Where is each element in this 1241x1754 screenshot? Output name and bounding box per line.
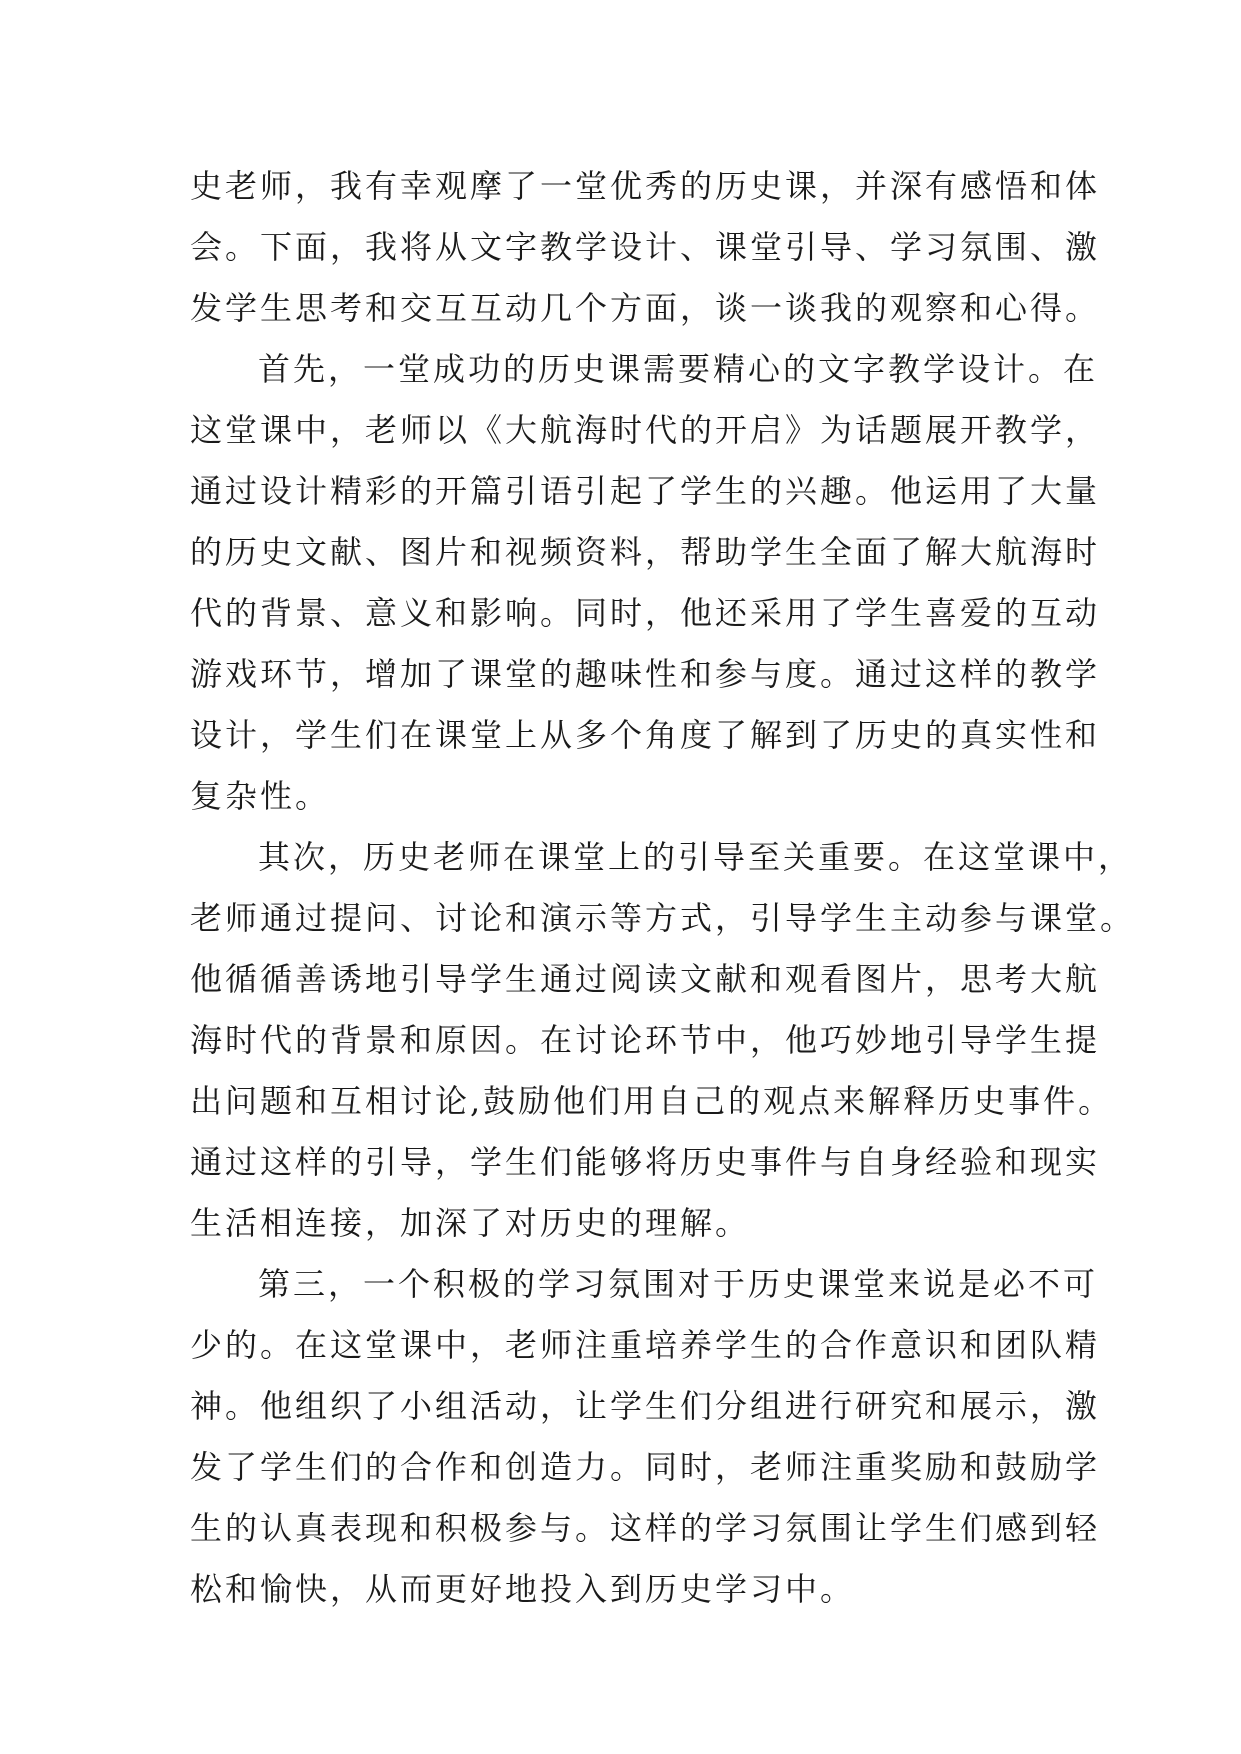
text-line: 海时代的背景和原因。在讨论环节中，他巧妙地引导学生提: [190, 1021, 1101, 1059]
text-line: 发了学生们的合作和创造力。同时，老师注重奖励和鼓励学: [190, 1448, 1101, 1486]
text-line: 老师通过提问、讨论和演示等方式，引导学生主动参与课堂。: [190, 899, 1136, 937]
paragraph-4: [190, 1254, 1101, 1620]
text-line: 通过设计精彩的开篇引语引起了学生的兴趣。他运用了大量: [190, 472, 1101, 510]
text-line: 通过这样的引导，学生们能够将历史事件与自身经验和现实: [190, 1143, 1101, 1181]
text-line: 代的背景、意义和影响。同时，他还采用了学生喜爱的互动: [190, 594, 1101, 632]
text-line: 少的。在这堂课中，老师注重培养学生的合作意识和团队精: [190, 1326, 1101, 1364]
text-line: 设计，学生们在课堂上从多个角度了解到了历史的真实性和: [190, 716, 1101, 754]
text-line: 他循循善诱地引导学生通过阅读文献和观看图片，思考大航: [190, 960, 1101, 998]
text-line: 游戏环节，增加了课堂的趣味性和参与度。通过这样的教学: [190, 655, 1101, 693]
paragraph-2: [190, 339, 1101, 827]
document-page: [190, 156, 1136, 1620]
text-line: 第三，一个积极的学习氛围对于历史课堂来说是必不可: [258, 1265, 1099, 1303]
text-line: 复杂性。: [190, 777, 331, 815]
text-line: 会。下面，我将从文字教学设计、课堂引导、学习氛围、激: [190, 228, 1101, 266]
text-line: 松和愉快，从而更好地投入到历史学习中。: [190, 1570, 856, 1608]
text-line: 的历史文献、图片和视频资料，帮助学生全面了解大航海时: [190, 533, 1101, 571]
text-line: 生的认真表现和积极参与。这样的学习氛围让学生们感到轻: [190, 1509, 1101, 1547]
paragraph-3: [190, 827, 1136, 1254]
paragraph-1: [190, 156, 1101, 339]
text-line: 首先，一堂成功的历史课需要精心的文字教学设计。在: [258, 350, 1099, 388]
text-line: 其次，历史老师在课堂上的引导至关重要。在这堂课中，: [258, 838, 1134, 876]
text-line: 神。他组织了小组活动，让学生们分组进行研究和展示，激: [190, 1387, 1101, 1425]
text-line: 生活相连接，加深了对历史的理解。: [190, 1204, 751, 1242]
text-line: 这堂课中，老师以《大航海时代的开启》为话题展开教学，: [190, 411, 1101, 449]
text-line: 出问题和互相讨论,鼓励他们用自己的观点来解释历史事件。: [190, 1082, 1114, 1120]
text-line: 发学生思考和交互互动几个方面，谈一谈我的观察和心得。: [190, 289, 1101, 327]
text-line: 史老师，我有幸观摩了一堂优秀的历史课，并深有感悟和体: [190, 167, 1101, 205]
